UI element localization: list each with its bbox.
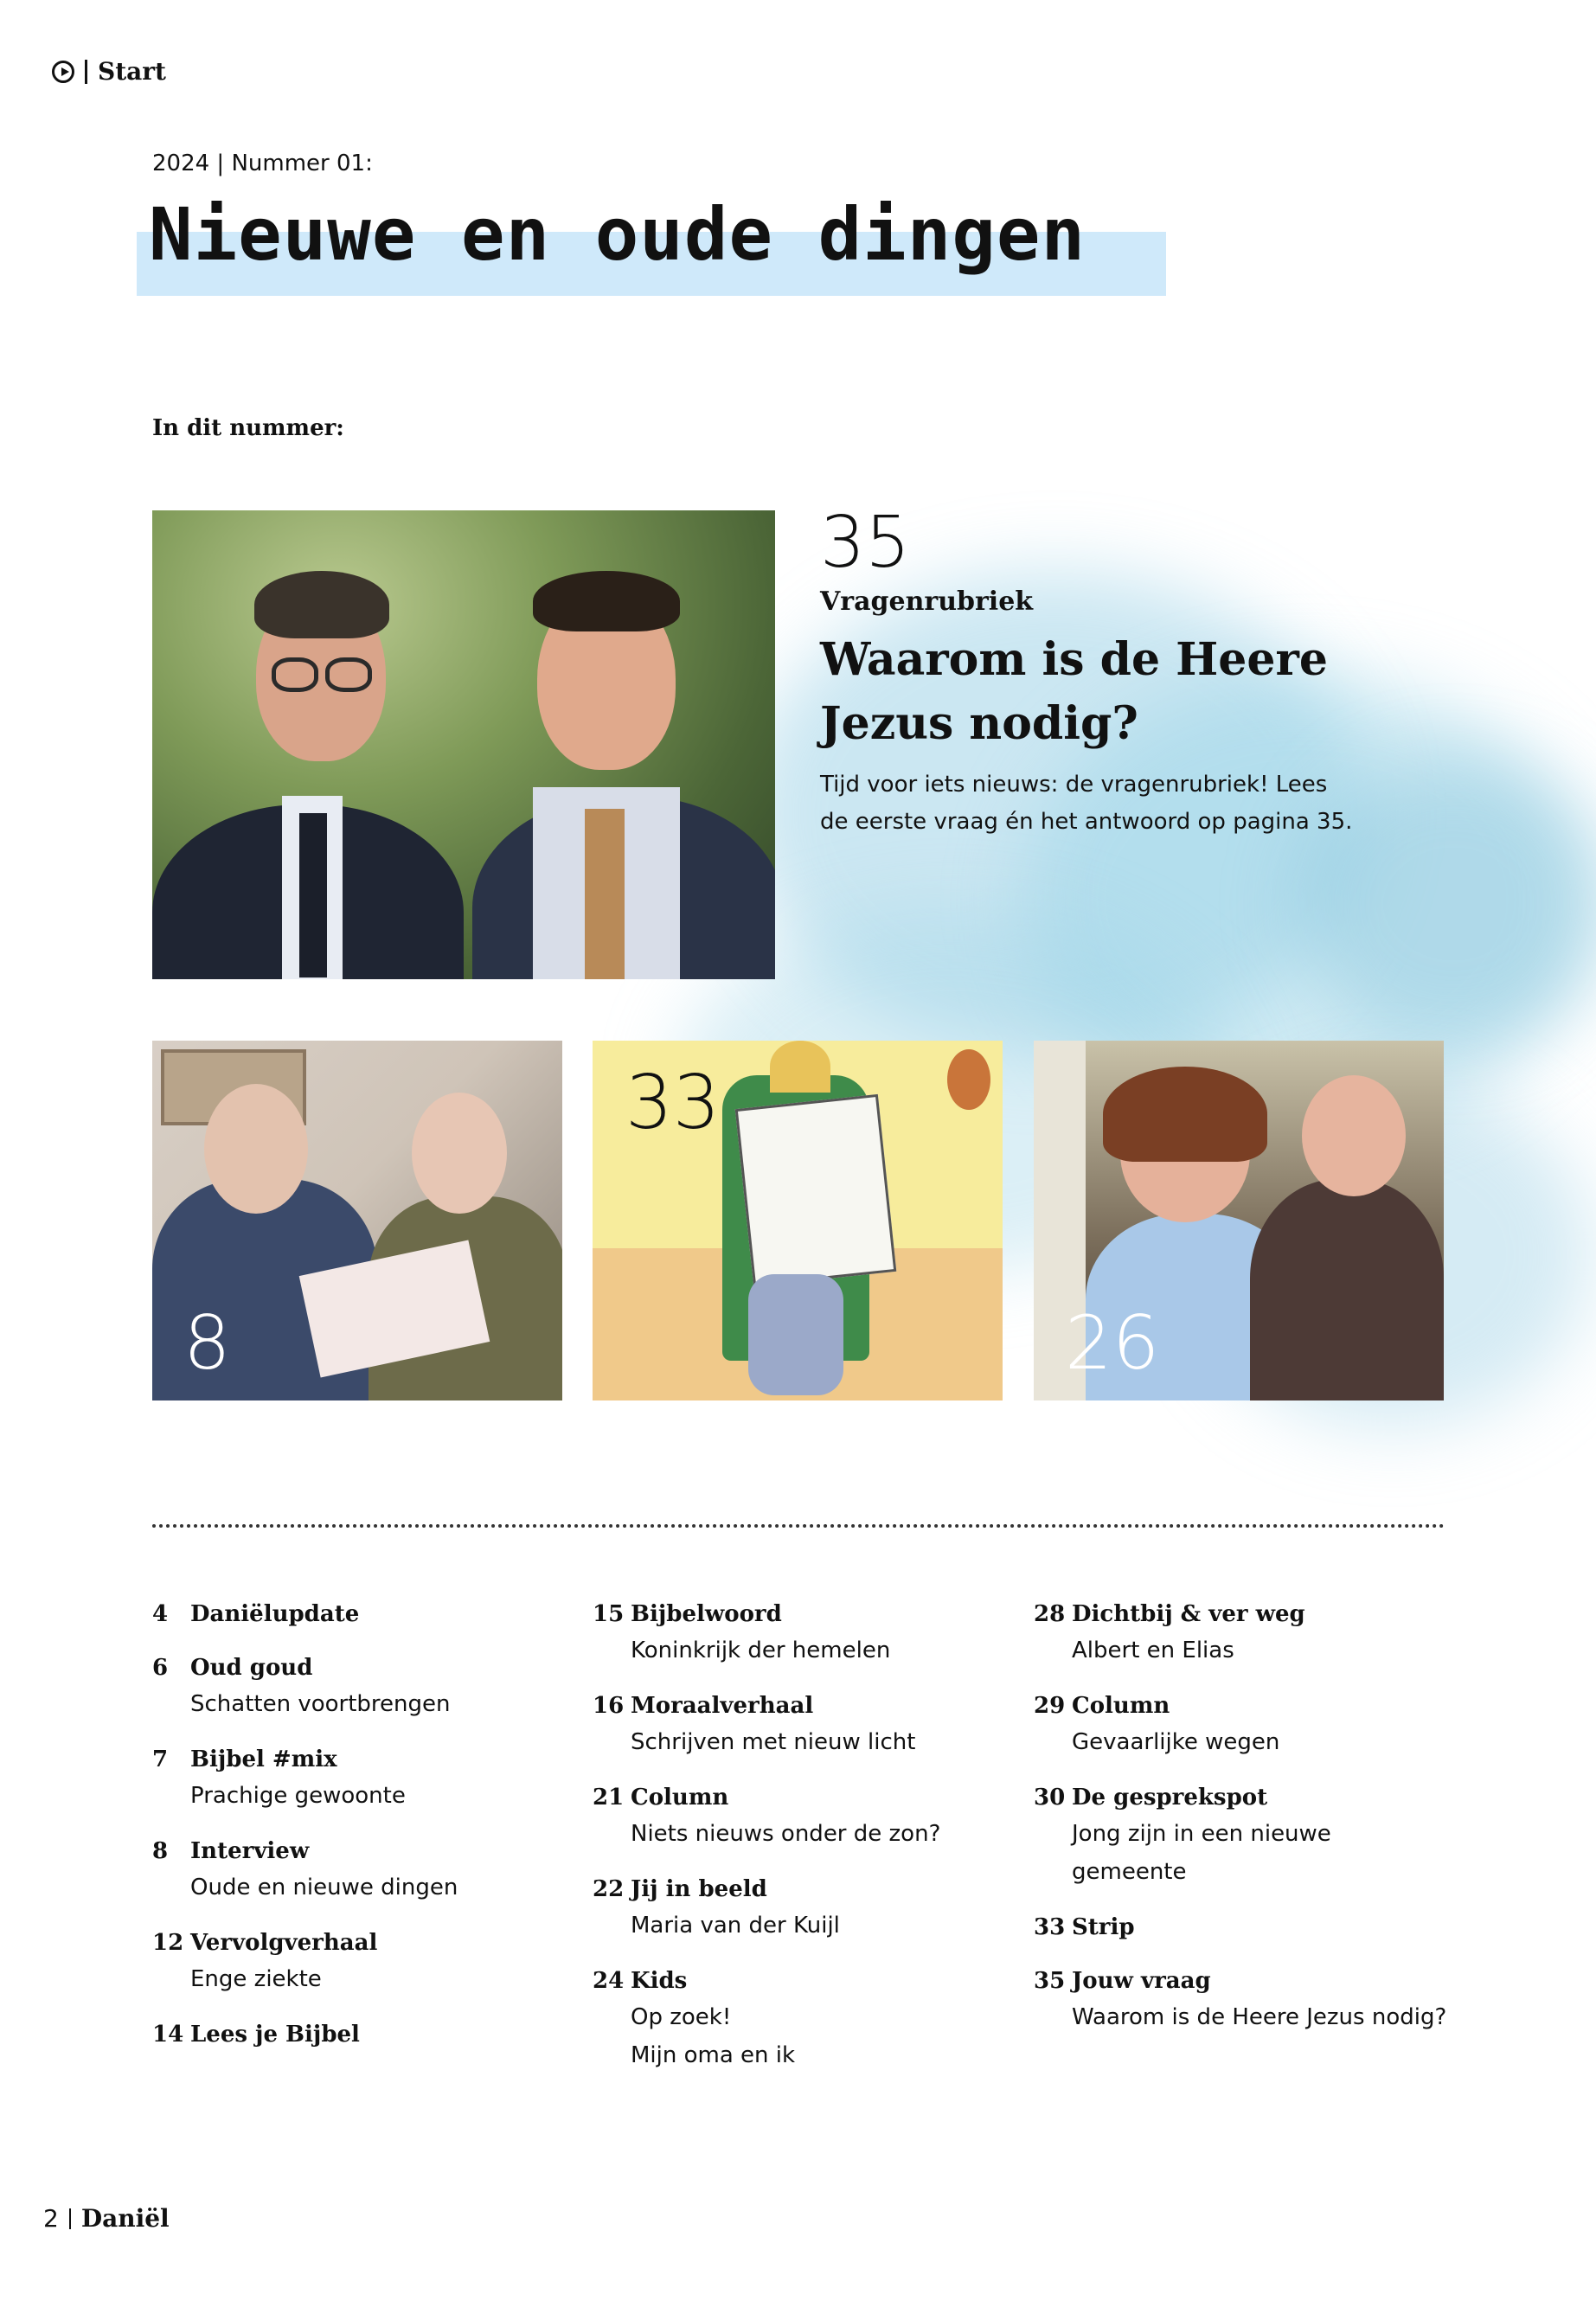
toc-page-number: 6 <box>152 1655 169 1681</box>
feature-headline[interactable]: Waarom is de Heere Jezus nodig? <box>820 633 1328 750</box>
toc-title: Oud goud <box>190 1655 313 1681</box>
toc-title: Column <box>1072 1693 1170 1719</box>
toc-title: Jouw vraag <box>1072 1968 1211 1994</box>
toc-title: Daniëlupdate <box>190 1601 360 1627</box>
toc-subtitle: Albert en Elias <box>1072 1638 1234 1663</box>
toc-entry[interactable] <box>152 1597 567 1631</box>
toc-subtitle: Gevaarlijke wegen <box>1072 1729 1280 1755</box>
toc-entry[interactable] <box>1034 1910 1449 1945</box>
toc-subtitle: Prachige gewoonte <box>190 1783 406 1809</box>
page-number: 2 <box>43 2204 59 2233</box>
legs-illustration <box>748 1274 843 1395</box>
play-circle-icon <box>52 61 74 83</box>
tile-page-number: 33 <box>625 1060 721 1146</box>
toc-page-number: 8 <box>152 1838 169 1864</box>
toc-subtitle: Maria van der Kuijl <box>631 1913 840 1939</box>
tile-page-number: 8 <box>183 1300 231 1387</box>
toc-page-number: 15 <box>593 1601 625 1627</box>
toc-subtitle: Koninkrijk der hemelen <box>631 1638 891 1663</box>
person-illustration <box>412 1093 507 1214</box>
toc-entry[interactable] <box>152 1834 567 1907</box>
toc-subtitle: Schatten voortbrengen <box>190 1691 451 1717</box>
toc-entry[interactable] <box>1034 1689 1449 1761</box>
toc-entry[interactable] <box>1034 1597 1449 1670</box>
toc-title: De gesprekspot <box>1072 1785 1268 1811</box>
section-nav[interactable] <box>52 57 166 86</box>
toc-subtitle: Schrijven met nieuw licht <box>631 1729 916 1755</box>
toc-entry[interactable] <box>593 1780 1008 1853</box>
feature-photo[interactable] <box>152 510 775 979</box>
divider <box>69 2208 71 2229</box>
toc-entry[interactable] <box>152 1926 567 1998</box>
toc-title: Dichtbij & ver weg <box>1072 1601 1305 1627</box>
toc-title: Interview <box>190 1838 310 1864</box>
toc-page-number: 30 <box>1034 1785 1066 1811</box>
toc-entry[interactable] <box>152 1742 567 1815</box>
toc-title: Bijbelwoord <box>631 1601 782 1627</box>
toc-column <box>593 1597 1008 2093</box>
toc-page-number: 21 <box>593 1785 625 1811</box>
magazine-name: Daniël <box>80 2204 170 2233</box>
newspaper-illustration <box>735 1094 897 1286</box>
toc-page-number: 28 <box>1034 1601 1066 1627</box>
toc-subtitle: Jong zijn in een nieuwe gemeente <box>1072 1821 1331 1885</box>
person-illustration <box>1250 1179 1444 1400</box>
hair-illustration <box>1103 1067 1267 1162</box>
toc-entry[interactable] <box>1034 1964 1449 2036</box>
feature-page-number: 35 <box>820 502 911 584</box>
toc-title: Jij in beeld <box>631 1876 767 1902</box>
tile-page-number: 26 <box>1065 1300 1160 1387</box>
toc-entry[interactable] <box>593 1689 1008 1761</box>
toc-column <box>152 1597 567 2071</box>
toc-title: Bijbel #mix <box>190 1747 337 1772</box>
contents-heading: In dit nummer: <box>152 415 344 441</box>
toc-page-number: 16 <box>593 1693 625 1719</box>
toc-page-number: 14 <box>152 2022 184 2048</box>
issue-line: 2024 | Nummer 01: <box>152 151 373 176</box>
toc-subtitle: Op zoek! <box>631 2004 732 2030</box>
toc-page-number: 22 <box>593 1876 625 1902</box>
toc-title: Strip <box>1072 1914 1135 1940</box>
toc-entry[interactable] <box>593 1964 1008 2074</box>
person-illustration <box>1302 1075 1406 1196</box>
article-tile-strip[interactable] <box>593 1041 1003 1400</box>
article-tile-gesprekspot[interactable] <box>1034 1041 1444 1400</box>
toc-page-number: 4 <box>152 1601 169 1627</box>
toc-entry[interactable] <box>593 1597 1008 1670</box>
page-title: Nieuwe en oude dingen <box>149 192 1086 277</box>
toc-subtitle: Oude en nieuwe dingen <box>190 1875 458 1900</box>
toc-title: Kids <box>631 1968 688 1994</box>
toc-page-number: 29 <box>1034 1693 1066 1719</box>
toc-entry[interactable] <box>152 2017 567 2052</box>
dotted-divider <box>152 1524 1445 1528</box>
toc-title: Vervolgverhaal <box>190 1930 378 1956</box>
section-label: Start <box>98 57 166 86</box>
person-illustration <box>204 1084 308 1214</box>
clock-illustration <box>947 1049 990 1110</box>
article-tile-interview[interactable] <box>152 1041 562 1400</box>
toc-page-number: 35 <box>1034 1968 1066 1994</box>
toc-entry[interactable] <box>1034 1780 1449 1891</box>
feature-category: Vragenrubriek <box>820 586 1034 617</box>
toc-page-number: 24 <box>593 1968 625 1994</box>
toc-page-number: 12 <box>152 1930 184 1956</box>
toc-subtitle: Enge ziekte <box>190 1966 322 1992</box>
toc-subtitle: Niets nieuws onder de zon? <box>631 1821 941 1847</box>
hair-illustration <box>770 1041 830 1093</box>
toc-title: Moraalverhaal <box>631 1693 814 1719</box>
toc-title: Lees je Bijbel <box>190 2022 360 2048</box>
toc-column <box>1034 1597 1449 2055</box>
toc-subtitle: Mijn oma en ik <box>631 2042 796 2068</box>
feature-text: Tijd voor iets nieuws: de vragenrubriek! Lees de eerste vraag én het antwoord op pagina 35. <box>820 772 1353 835</box>
toc-subtitle: Waarom is de Heere Jezus nodig? <box>1072 2004 1447 2030</box>
toc-entry[interactable] <box>593 1872 1008 1945</box>
page-footer <box>43 2204 170 2233</box>
toc-entry[interactable] <box>152 1650 567 1723</box>
toc-page-number: 7 <box>152 1747 169 1772</box>
divider <box>85 60 87 84</box>
toc-page-number: 33 <box>1034 1914 1066 1940</box>
toc-title: Column <box>631 1785 729 1811</box>
